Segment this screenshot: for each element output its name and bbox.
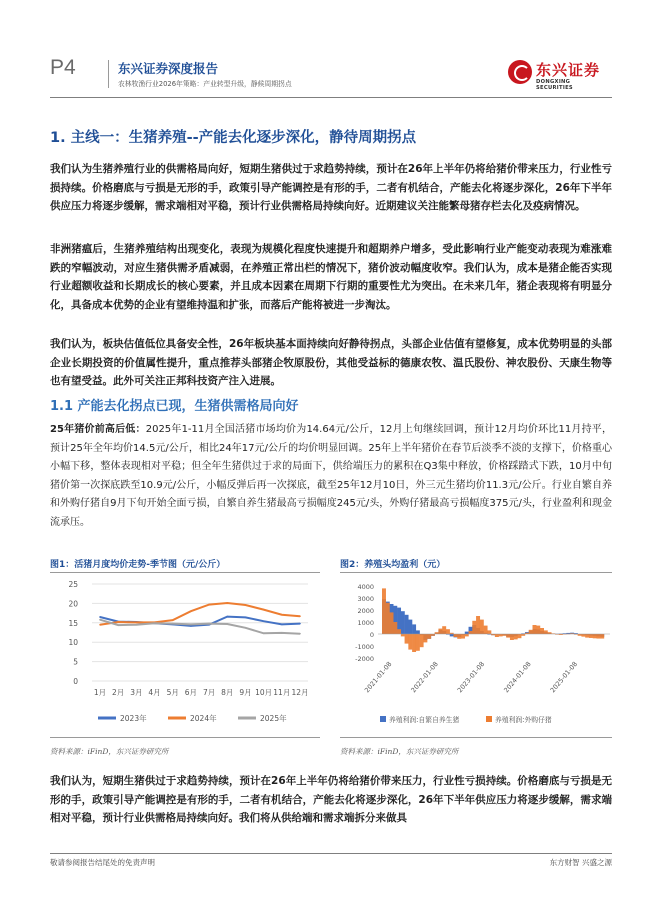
body-text: 2025年1-11月全国活猪市场均价为14.64元/公斤，12月上旬继续回调，预计12月均价环比11月持平，预计25年全年均价14.5元/公斤，相比24年17元/公斤的均价明显回调。25年上半年猪价在春节后淡季不淡的支撑下，价格重心小幅下移，整体表现相对平稳；但全年生猪供过于求的局面下，供给端压力的累积在Q3集中释放，价格踩踏式下跌，10月中旬猪价第一次探底跌至10.9元/公斤，小幅反弹后再一次探底，截至25年12月10日，外三元生猪均价11.3元/公斤。行业自繁自养和外购仔猪自9月下旬开始全面亏损，自繁自养生猪最高亏损幅度245元/头，外购仔猪最高亏损幅度375元/头，行业盈利和现金流承压。 — [50, 424, 612, 528]
chart2-bar — [593, 634, 597, 638]
chart1-point — [281, 624, 283, 626]
chart1-point — [172, 619, 174, 621]
figure2-bottom-rule — [340, 737, 612, 738]
footer-rule — [50, 853, 612, 854]
chart2-bar — [499, 634, 503, 636]
page-number: P4 — [50, 56, 76, 79]
chart1-ytick: 20 — [68, 599, 78, 609]
chart2-bar — [390, 612, 394, 634]
chart1-ytick: 25 — [68, 580, 78, 589]
chart1-point — [263, 632, 265, 634]
chart1-point — [226, 602, 228, 604]
chart1-point — [299, 633, 301, 635]
chart2-xtick: 2023-01-08 — [455, 660, 487, 695]
chart2-bar — [416, 630, 420, 634]
section-heading: 1. 主线一：生猪养殖--产能去化逐步深化，静待周期拐点 — [50, 130, 417, 146]
chart2-bar — [386, 603, 390, 634]
chart2-bar — [495, 634, 499, 637]
lead-text: 25年猪价前高后低： — [50, 424, 146, 435]
chart2-bar — [393, 622, 397, 634]
chart2-ytick: -1000 — [355, 643, 374, 651]
chart2-ytick: 1000 — [357, 619, 374, 627]
chart2-bar — [401, 634, 405, 636]
chart1-point — [281, 614, 283, 616]
figure2-rule — [340, 572, 612, 573]
figure2-title: 图2：养殖头均盈利（元） — [340, 560, 446, 570]
chart1-xtick: 4月 — [148, 688, 161, 697]
chart1-ytick: 0 — [73, 677, 78, 686]
figure1-source: 资料来源：iFinD，东兴证券研究所 — [50, 747, 169, 756]
chart2-bar — [581, 634, 585, 637]
report-subtitle: 农林牧渔行业2026年策略：产业转型升级，静候周期拐点 — [118, 80, 292, 88]
company-logo — [508, 58, 608, 92]
chart2-xtick: 2025-01-08 — [548, 660, 580, 695]
chart1-xtick: 9月 — [239, 688, 252, 697]
chart2-bar — [465, 632, 469, 634]
chart2-bar — [446, 629, 450, 634]
chart1-xtick: 5月 — [166, 688, 179, 697]
chart1-xtick: 1月 — [93, 688, 107, 697]
chart2-xtick: 2022-01-08 — [409, 660, 440, 695]
chart2-svg — [340, 574, 615, 732]
report-title: 东兴证券深度报告 — [118, 61, 219, 76]
header-divider — [108, 60, 109, 88]
chart1-ytick: 10 — [68, 638, 78, 648]
paragraph-3: 我们认为，板块估值低位具备安全性，26年板块基本面持续向好静待拐点，头部企业估值有望修复，成本优势明显的头部企业长期投资的价值属性提升，重点推荐头部猪企牧原股份，其他受益标的德康农牧、温氏股份、神农股份、天康生物等也有望受益。此外可关注正邦科技资产注入进展。 — [50, 338, 612, 387]
chart2-legend-label: 养殖利润:自繁自养生猪 — [389, 716, 460, 724]
footer-slogan: 东方财智 兴盛之源 — [549, 858, 612, 867]
chart2-bar — [416, 634, 420, 651]
chart2-ytick: 2000 — [357, 607, 374, 615]
chart2-bar — [465, 634, 469, 636]
figure1-bottom-rule — [50, 737, 320, 738]
chart1-xtick: 11月 — [273, 688, 291, 697]
subsection-heading: 1.1 产能去化拐点已现，生猪供需格局向好 — [50, 399, 299, 414]
chart2-bar — [412, 624, 416, 634]
chart2-bar — [536, 626, 540, 634]
chart1-ytick: 15 — [68, 618, 78, 628]
chart2-xtick: 2021-01-08 — [363, 660, 394, 695]
chart2-bar — [589, 634, 593, 638]
chart2-ytick: -2000 — [355, 655, 374, 663]
chart1-point — [245, 604, 247, 606]
chart2-ytick: 3000 — [357, 595, 374, 603]
body-paragraph — [50, 421, 612, 532]
chart2-bar — [514, 634, 518, 639]
chart2-bar — [585, 634, 589, 638]
chart2-legend-swatch — [380, 716, 386, 722]
chart1-point — [299, 623, 301, 625]
chart1-point — [136, 624, 138, 626]
chart1-xtick: 12月 — [291, 688, 309, 697]
figure2-source: 资料来源：iFinD，东兴证券研究所 — [340, 747, 459, 756]
closing-paragraph: 我们认为，短期生猪供过于求趋势持续，预计在26年上半年仍将给猪价带来压力，行业性亏损持续。价格磨底与亏损是无形的手，政策引导产能调控是有形的手，二者有机结合，产能去化将逐步深化，26年下半年供应压力将逐步缓解，需求端相对平稳，预计行业供需格局持续向好。我们将从供给端和需求端拆分来做具 — [50, 775, 612, 824]
chart1-point — [99, 619, 101, 621]
chart1-point — [136, 622, 138, 624]
chart2-bar — [457, 634, 461, 639]
chart2-bar — [476, 616, 480, 634]
chart1-point — [226, 616, 228, 618]
chart2-legend-label: 养殖利润:外购仔猪 — [495, 716, 552, 724]
chart2-bar — [529, 630, 533, 634]
chart2-bar — [544, 630, 548, 634]
chart1-xtick: 2月 — [112, 688, 125, 697]
chart2-bar — [450, 634, 454, 636]
figure1-title: 图1：活猪月度均价走势-季节图（元/公斤） — [50, 560, 226, 570]
chart2-bar — [506, 634, 510, 638]
chart1-point — [190, 624, 192, 626]
logo-mark-icon — [508, 60, 532, 84]
chart1-svg — [50, 574, 325, 732]
chart2-bar — [397, 629, 401, 634]
footer-disclaimer: 敬请参阅报告结尾处的免责声明 — [50, 858, 155, 867]
chart1-point — [263, 620, 265, 622]
chart1-point — [154, 622, 156, 624]
chart1-point — [263, 609, 265, 611]
chart2-bar — [533, 625, 537, 634]
chart2-bar — [405, 634, 409, 644]
chart1-xtick: 10月 — [255, 688, 273, 697]
chart2-bar — [423, 634, 427, 642]
chart1-xtick: 7月 — [202, 688, 216, 697]
chart1-point — [99, 624, 101, 626]
chart2-bar — [401, 611, 405, 634]
chart1-point — [245, 627, 247, 629]
chart2-bar — [438, 629, 442, 634]
chart2-bar — [540, 628, 544, 634]
chart1-xtick: 6月 — [184, 688, 198, 697]
chart1-point — [172, 623, 174, 625]
chart2-xtick: 2024-01-08 — [502, 660, 533, 695]
chart2-ytick: 0 — [369, 631, 374, 639]
paragraph-1: 我们认为生猪养殖行业的供需格局向好，短期生猪供过于求趋势持续，预计在26年上半年仍将给猪价带来压力，行业性亏损持续。价格磨底与亏损是无形的手，政策引导产能调控是有形的手，二者有机结合，产能去化将逐步深化，26年下半年供应压力将逐步缓解，需求端相对平稳，预计行业供需格局持续向好。近期建议关注能繁母猪存栏去化及疫病情况。 — [50, 163, 612, 212]
chart1-point — [99, 616, 101, 618]
header-rule — [50, 97, 612, 98]
chart1-point — [208, 604, 210, 606]
chart1-legend-label: 2025年 — [260, 714, 287, 723]
chart2-bar — [480, 620, 484, 634]
chart2-bar — [517, 634, 521, 638]
chart1-xtick: 3月 — [130, 688, 143, 697]
chart1-xtick: 8月 — [221, 688, 234, 697]
chart1-point — [117, 624, 119, 626]
chart2-bar — [487, 630, 491, 634]
chart1-legend-label: 2024年 — [190, 714, 217, 723]
chart2-bar — [484, 626, 488, 634]
chart2-legend-swatch — [486, 716, 492, 722]
chart1-point — [208, 623, 210, 625]
chart2-bar — [469, 631, 473, 634]
paragraph-2: 非洲猪瘟后，生猪养殖结构出现变化，表现为规模化程度快速提升和超期养户增多，受此影响行业产能变动表现为难涨难跌的窄幅波动，对应生猪供需矛盾减弱，在养殖正常出栏的情况下，猪价波动幅度收窄。我们认为，成本是猪企能否实现行业超额收益和长期成长的核心要素，并且成本因素在周期下行期的重要性尤为突出。在未来几年，猪企表现将有明显分化，具备成本优势的企业有望维持温和扩张，而落后产能将被进一步淘汰。 — [50, 243, 612, 311]
chart2-bar — [453, 634, 457, 637]
chart2-bar — [408, 620, 412, 634]
chart1-point — [117, 621, 119, 623]
chart2-bar — [596, 634, 600, 639]
chart1-point — [299, 615, 301, 617]
chart2-ytick: 4000 — [357, 583, 374, 591]
chart2-bar — [405, 615, 409, 634]
chart2-bar — [600, 634, 604, 639]
figure1-rule — [50, 572, 320, 573]
chart1-point — [190, 610, 192, 612]
chart2-bar — [408, 634, 412, 650]
chart1-point — [226, 623, 228, 625]
chart1-point — [245, 617, 247, 619]
chart2-bar — [442, 626, 446, 634]
chart2-bar — [427, 634, 431, 639]
chart1-legend-label: 2023年 — [120, 714, 147, 723]
logo-name-cn: 东兴证券 — [536, 61, 601, 79]
logo-name-en: DONGXING SECURITIES — [536, 79, 573, 91]
chart2-bar — [461, 634, 465, 639]
chart2-bar — [412, 634, 416, 652]
chart1-ytick: 5 — [73, 657, 78, 667]
chart2-bar — [510, 634, 514, 640]
chart2-bar — [472, 621, 476, 634]
chart1-point — [281, 632, 283, 634]
chart2-bar — [420, 634, 424, 647]
chart2-bar — [382, 588, 386, 634]
